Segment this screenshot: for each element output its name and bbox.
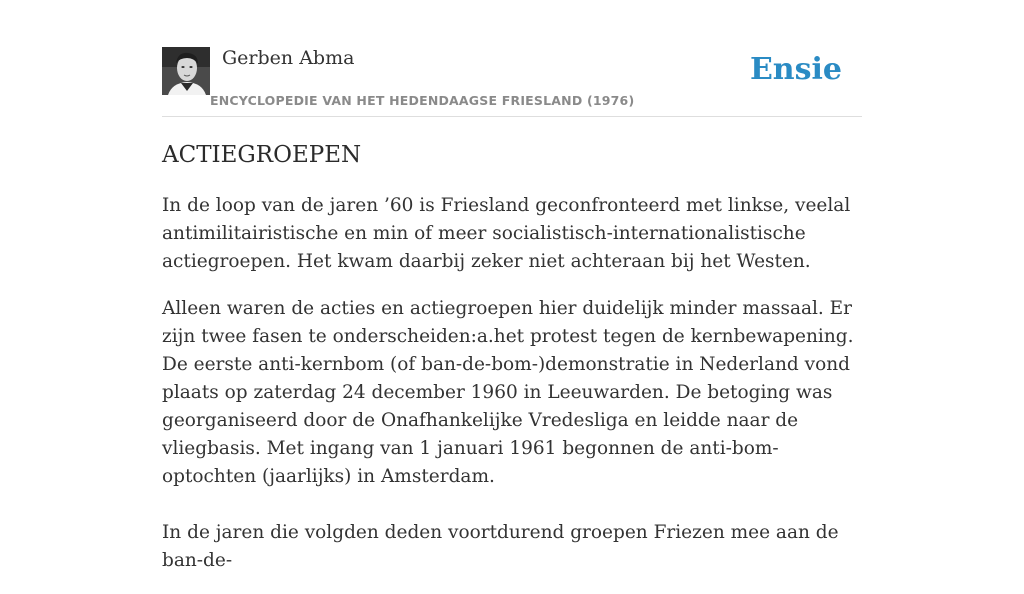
paragraph: Alleen waren de acties en actiegroepen hier duidelijk minder massaal. Er zijn twee fasen te onderscheiden:a.het protest tegen de kernbewapening. De eerste anti-kernbom (of ban-de-bom-)demonstratie in Nederland vond plaats op zaterdag 24 december 1960 in Leeuwarden. De betoging was georganiseerd door de Onafhankelijke Vredesliga en leidde naar de vliegbasis. Met ingang van 1 januari 1961 begonnen de anti-bom-optochten (jaarlijks) in Amsterdam.	[162, 298, 854, 487]
article-header	[162, 46, 862, 117]
article-title: ACTIEGROEPEN	[162, 142, 362, 168]
paragraph: In de loop van de jaren ’60 is Friesland geconfronteerd met linkse, veelal antimilitairistische en min of meer socialistisch-internationalistische actiegroepen. Het kwam daarbij zeker niet achteraan bij het Westen.	[162, 195, 851, 272]
author-avatar[interactable]	[162, 47, 210, 95]
author-name[interactable]: Gerben Abma	[222, 47, 355, 69]
source-label[interactable]: ENCYCLOPEDIE VAN HET HEDENDAAGSE FRIESLAND (1976)	[210, 93, 635, 108]
brand-logo[interactable]: Ensie	[749, 52, 842, 87]
paragraph: In de jaren die volgden deden voortdurend groepen Friezen mee aan de ban-de-	[162, 522, 839, 571]
article-card	[162, 46, 862, 571]
author-portrait-icon	[162, 47, 210, 95]
article-body	[162, 192, 862, 594]
